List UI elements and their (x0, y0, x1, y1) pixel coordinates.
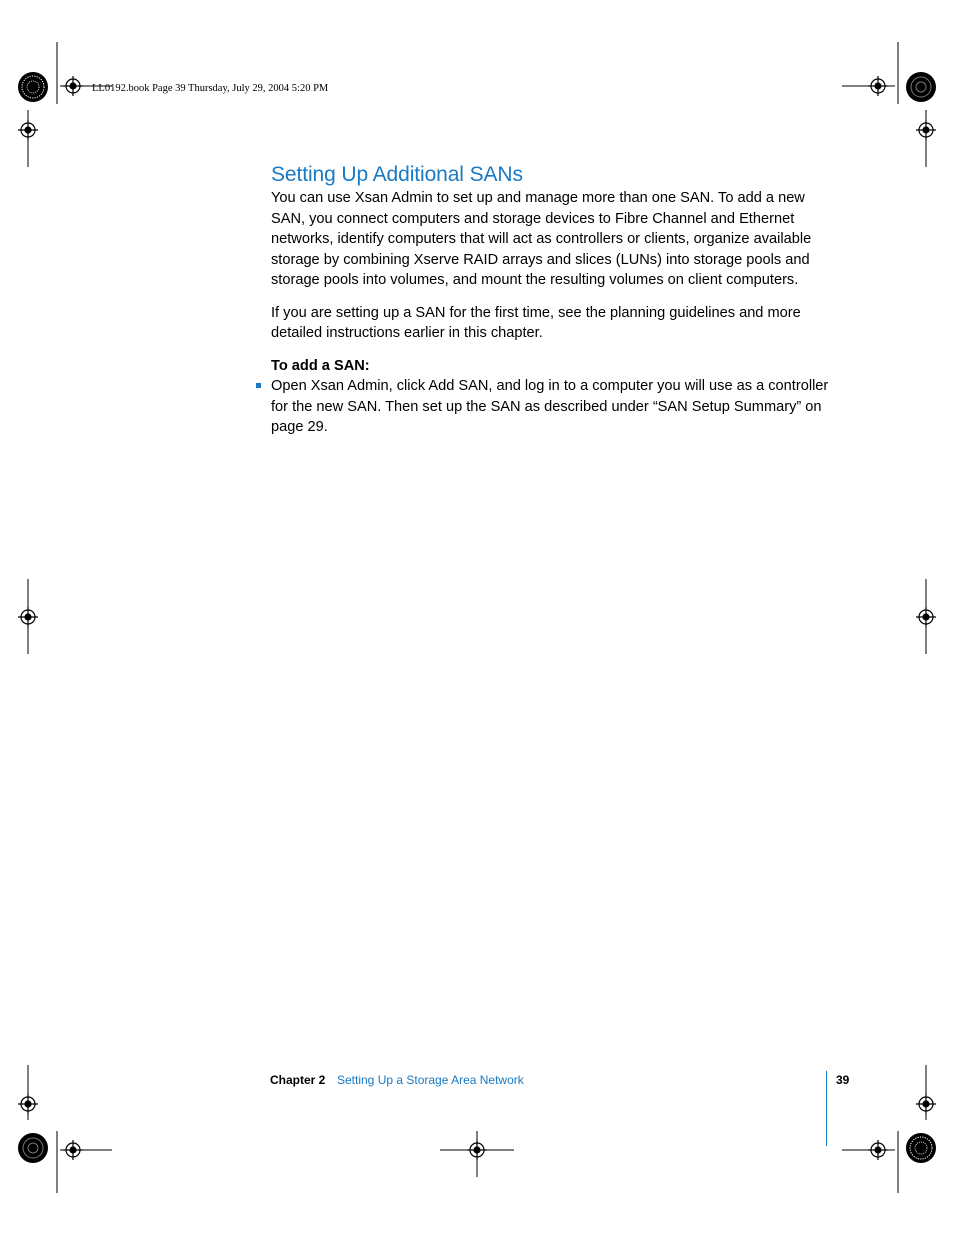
registration-target-icon (18, 607, 38, 627)
registration-target-icon (868, 76, 888, 96)
section-title: Setting Up Additional SANs (271, 163, 523, 186)
starburst-icon (18, 72, 48, 102)
bullet-square-icon (256, 383, 261, 388)
footer-chapter-title: Setting Up a Storage Area Network (337, 1073, 524, 1087)
registration-target-icon (916, 120, 936, 140)
starburst-icon (906, 1133, 936, 1163)
registration-target-icon (916, 607, 936, 627)
page-number: 39 (836, 1073, 850, 1087)
footer-chapter-label: Chapter 2 (270, 1073, 326, 1087)
main-content (271, 162, 831, 438)
registration-target-icon (467, 1140, 487, 1160)
note-paragraph: If you are setting up a SAN for the first time, see the planning guidelines and more detailed instructions earlier in this chapter. (271, 304, 801, 341)
steps-list (271, 376, 831, 438)
dial-icon (18, 1133, 48, 1163)
registration-target-icon (18, 1094, 38, 1114)
intro-paragraph: You can use Xsan Admin to set up and manage more than one SAN. To add a new SAN, you connect computers and storage devices to Fibre Channel and Ethernet networks, identify computers that will act as controllers or clients, organize available storage by combining Xserve RAID arrays and slices (LUNs) into storage pools and storage pools into volumes, and mount the resulting volumes on client computers. (271, 190, 812, 288)
task-heading: To add a SAN: (271, 357, 370, 374)
registration-target-icon (868, 1140, 888, 1160)
print-slug: LL0192.book Page 39 Thursday, July 29, 2004 5:20 PM (92, 83, 329, 94)
registration-target-icon (18, 120, 38, 140)
registration-target-icon (63, 1140, 83, 1160)
dial-icon (906, 72, 936, 102)
registration-target-icon (916, 1094, 936, 1114)
step-text: Open Xsan Admin, click Add SAN, and log in to a computer you will use as a controller for the new SAN. Then set up the SAN as described under “SAN Setup Summary” on page 29. (271, 378, 829, 435)
footer-divider (826, 1071, 827, 1146)
registration-target-icon (63, 76, 83, 96)
list-item (271, 376, 831, 438)
